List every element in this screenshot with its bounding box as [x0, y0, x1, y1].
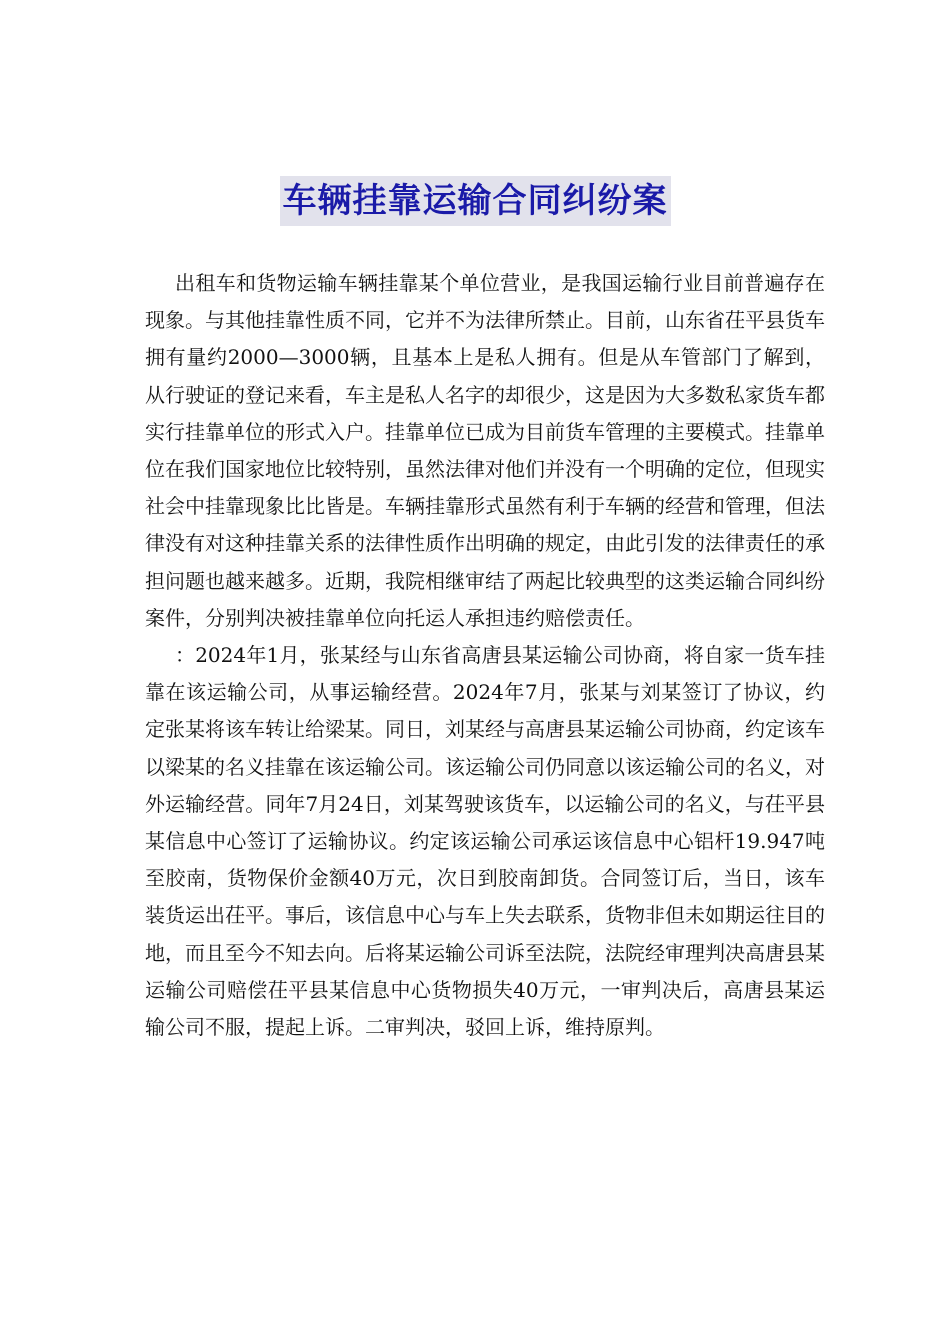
- document-title: 车辆挂靠运输合同纠纷案: [280, 176, 671, 226]
- paragraph-intro: 出租车和货物运输车辆挂靠某个单位营业，是我国运输行业目前普遍存在现象。与其他挂靠性质不同，它并不为法律所禁止。目前，山东省茌平县货车拥有量约2000—3000辆，且基本上是私人拥有。但是从车管部门了解到，从行驶证的登记来看，车主是私人名字的却很少，这是因为大多数私家货车都实行挂靠单位的形式入户。挂靠单位已成为目前货车管理的主要模式。挂靠单位在我们国家地位比较特别，虽然法律对他们并没有一个明确的定位，但现实社会中挂靠现象比比皆是。车辆挂靠形式虽然有利于车辆的经营和管理，但法律没有对这种挂靠关系的法律性质作出明确的规定，由此引发的法律责任的承担问题也越来越多。近期，我院相继审结了两起比较典型的这类运输合同纠纷案件，分别判决被挂靠单位向托运人承担违约赔偿责任。: [145, 271, 825, 630]
- title-container: [0, 176, 950, 226]
- paragraph-case: ：2024年1月，张某经与山东省高唐县某运输公司协商，将自家一货车挂靠在该运输公司，从事运输经营。2024年7月，张某与刘某签订了协议，约定张某将该车转让给梁某。同日，刘某经与高唐县某运输公司协商，约定该车以梁某的名义挂靠在该运输公司。该运输公司仍同意以该运输公司的名义，对外运输经营。同年7月24日，刘某驾驶该货车，以运输公司的名义，与茌平县某信息中心签订了运输协议。约定该运输公司承运该信息中心铝杆19.947吨至胶南，货物保价金额40万元，次日到胶南卸货。合同签订后，当日，该车装货运出茌平。事后，该信息中心与车上失去联系，货物非但未如期运往目的地，而且至今不知去向。后将某运输公司诉至法院，法院经审理判决高唐县某运输公司赔偿茌平县某信息中心货物损失40万元，一审判决后，高唐县某运输公司不服，提起上诉。二审判决，驳回上诉，维持原判。: [145, 643, 825, 1040]
- document-body: [145, 265, 825, 1046]
